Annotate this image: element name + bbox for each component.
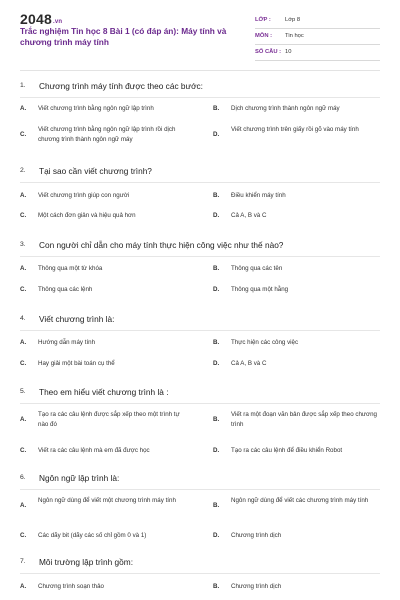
- question-head: [20, 472, 380, 486]
- question-head: [20, 386, 380, 400]
- question-number: 3.: [20, 241, 26, 248]
- option-letter: D.: [213, 131, 220, 138]
- option-text: Thông qua một từ khóa: [38, 265, 103, 272]
- option-text: Thông qua các lệnh: [38, 286, 93, 293]
- option-letter: B.: [213, 416, 220, 423]
- option-text: Một cách đơn giản và hiệu quả hơn: [38, 212, 136, 219]
- option-text: Chương trình soạn thảo: [38, 583, 104, 590]
- option-letter: D.: [213, 360, 220, 367]
- question-text: Tại sao cần viết chương trình?: [39, 166, 152, 176]
- option-letter: B.: [213, 192, 220, 199]
- option-text: Hướng dẫn máy tính: [38, 339, 96, 346]
- option-text: Viết ra một đoạn văn bản được sắp xếp theo chương trình: [231, 411, 377, 428]
- meta-value: Tin học: [285, 33, 304, 39]
- option-letter: B.: [213, 502, 220, 509]
- option-text: Các dãy bit (dãy các số chỉ gồm 0 và 1): [38, 532, 147, 539]
- option-letter: D.: [213, 447, 220, 454]
- meta-row-subject: [255, 29, 380, 45]
- question-number: 7.: [20, 558, 26, 565]
- question-head: [20, 80, 380, 94]
- option-text: Điều khiển máy tính: [231, 192, 286, 199]
- question-divider: [20, 256, 380, 257]
- question-number: 1.: [20, 82, 26, 89]
- option-text: Ngôn ngữ dùng để viết một chương trình máy tính: [38, 497, 176, 504]
- option-text: Thông qua một hằng: [231, 286, 289, 293]
- quiz-title: Trắc nghiệm Tin học 8 Bài 1 (có đáp án): Máy tính và chương trình máy tính: [20, 26, 227, 47]
- meta-key: LỚP :: [255, 17, 271, 23]
- question-head: [20, 165, 380, 179]
- option-letter: D.: [213, 212, 220, 219]
- question-2: [20, 165, 380, 219]
- question-text: Viết chương trình là:: [39, 314, 115, 324]
- question-text: Con người chỉ dẫn cho máy tính thực hiện công việc như thế nào?: [39, 240, 284, 250]
- question-7: [20, 556, 380, 590]
- meta-row-class: [255, 13, 380, 29]
- option-text: Tạo ra các câu lệnh để điều khiển Robot: [231, 447, 343, 454]
- option-letter: B.: [213, 265, 220, 272]
- question-divider: [20, 330, 380, 331]
- option-letter: C.: [20, 532, 27, 539]
- option-letter: A.: [20, 192, 27, 199]
- question-number: 2.: [20, 167, 26, 174]
- question-number: 4.: [20, 315, 26, 322]
- question-6: [20, 472, 380, 539]
- meta-value: Lớp 8: [285, 17, 301, 23]
- option-letter: A.: [20, 416, 27, 423]
- question-text: Môi trường lập trình gồm:: [39, 557, 134, 567]
- option-letter: C.: [20, 447, 27, 454]
- question-1: [20, 80, 380, 143]
- option-letter: C.: [20, 212, 27, 219]
- question-head: [20, 239, 380, 253]
- option-letter: A.: [20, 339, 27, 346]
- option-text: Viết chương trình bằng ngôn ngữ lập trình rồi dịch chương trình thành ngôn ngữ máy: [38, 126, 176, 143]
- option-text: Dịch chương trình thành ngôn ngữ máy: [231, 105, 340, 112]
- page-header: [0, 0, 400, 62]
- option-letter: C.: [20, 360, 27, 367]
- question-head: [20, 313, 380, 327]
- option-letter: A.: [20, 265, 27, 272]
- meta-row-count: [255, 45, 380, 61]
- question-3: [20, 239, 380, 293]
- option-letter: D.: [213, 532, 220, 539]
- header-divider: [20, 70, 380, 71]
- option-text: Tạo ra các câu lệnh được sắp xếp theo một trình tự nào đó: [38, 411, 180, 428]
- option-text: Chương trình dịch: [231, 532, 282, 539]
- option-text: Viết chương trình trên giấy rồi gõ vào máy tính: [231, 126, 359, 133]
- option-letter: C.: [20, 286, 27, 293]
- option-text: Viết chương trình giúp con người: [38, 192, 130, 199]
- option-letter: A.: [20, 105, 27, 112]
- question-text: Chương trình máy tính được theo các bước:: [39, 81, 203, 91]
- option-text: Cả A, B và C: [231, 360, 267, 367]
- question-divider: [20, 182, 380, 183]
- option-letter: A.: [20, 502, 27, 509]
- option-text: Thông qua các tên: [231, 265, 283, 272]
- option-letter: B.: [213, 105, 220, 112]
- logo-tld: .vn: [52, 19, 63, 25]
- option-text: Chương trình dịch: [231, 583, 282, 590]
- question-text: Ngôn ngữ lập trình là:: [39, 473, 120, 483]
- option-text: Hay giải một bài toán cụ thể: [38, 360, 115, 367]
- question-divider: [20, 97, 380, 98]
- meta-key: SỐ CÂU :: [255, 49, 282, 55]
- question-head: [20, 556, 380, 570]
- question-divider: [20, 403, 380, 404]
- question-divider: [20, 489, 380, 490]
- option-text: Viết ra các câu lệnh mà em đã được học: [38, 447, 150, 454]
- question-number: 6.: [20, 474, 26, 481]
- question-5: [20, 386, 380, 454]
- option-letter: D.: [213, 286, 220, 293]
- quiz-meta: [255, 13, 380, 61]
- question-4: [20, 313, 380, 367]
- meta-key: MÔN :: [255, 33, 273, 39]
- option-letter: A.: [20, 583, 27, 590]
- option-text: Viết chương trình bằng ngôn ngữ lập trình: [38, 105, 154, 112]
- option-text: Cả A, B và C: [231, 212, 267, 219]
- option-text: Ngôn ngữ dùng để viết các chương trình máy tính: [231, 497, 369, 504]
- option-letter: B.: [213, 339, 220, 346]
- meta-value: 10: [285, 49, 292, 55]
- question-text: Theo em hiểu viết chương trình là :: [39, 387, 169, 397]
- question-number: 5.: [20, 388, 26, 395]
- site-logo[interactable]: [20, 11, 62, 27]
- option-letter: C.: [20, 131, 27, 138]
- option-text: Thực hiện các công việc: [231, 339, 299, 346]
- option-letter: B.: [213, 583, 220, 590]
- question-divider: [20, 573, 380, 574]
- logo-text: 2048: [20, 11, 52, 27]
